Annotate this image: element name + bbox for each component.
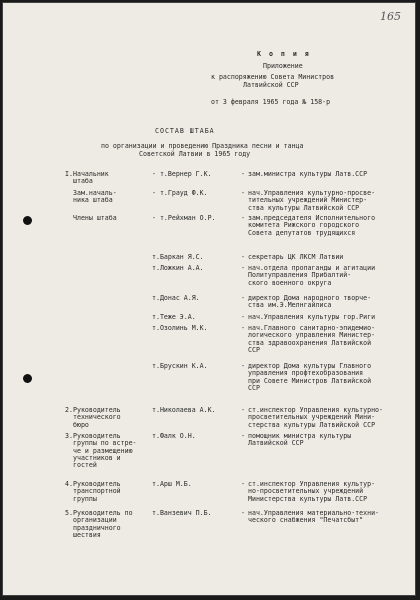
order-line-2: Латвийской ССР bbox=[243, 81, 299, 89]
row-role: Руководитель транспортной группы bbox=[73, 480, 121, 503]
row-position: нач.отдела пропаганды и агитации Политуправления Прибалтий- ского военного округа bbox=[248, 264, 376, 287]
row-name: т.Фалк О.Н. bbox=[152, 432, 196, 440]
page-number: 165 bbox=[380, 10, 401, 23]
row-position: ст.инспектор Управления культур- но-просветительных учреждений Министерства культуры Латв.ССР bbox=[248, 480, 376, 503]
row-role: Зам.началь- ника штаба bbox=[73, 189, 117, 205]
row-number: 3. bbox=[65, 432, 73, 440]
order-date: от 3 февраля 1965 года № 158-р bbox=[211, 98, 331, 106]
punch-hole-bottom bbox=[23, 374, 32, 383]
row-position: зам.министра культуры Латв.ССР bbox=[248, 170, 368, 178]
row-dash: - bbox=[241, 324, 245, 332]
row-name: т.Николаева А.К. bbox=[152, 406, 216, 414]
row-position: секретарь ЦК ЛКСМ Латвии bbox=[248, 253, 344, 261]
row-position: нач.Управления культуры гор.Риги bbox=[248, 313, 376, 321]
row-dash: - bbox=[241, 170, 245, 178]
row-dash: - bbox=[241, 264, 245, 272]
row-name: т.Брускин К.А. bbox=[152, 362, 208, 370]
row-number: 2. bbox=[65, 406, 73, 414]
punch-hole-top bbox=[23, 216, 32, 225]
row-name: - т.Вернер Г.К. bbox=[152, 170, 212, 178]
row-role: Члены штаба bbox=[73, 214, 117, 222]
row-position: нач.Главного санитарно-эпидемио- логического управления Министер- ства здравоохранения Латвийской ССР bbox=[248, 324, 376, 354]
row-role: Руководитель группы по встре- че и размещению участников и гостей bbox=[73, 432, 137, 470]
row-position: директор Дома народного творче- ства им.Э.Мелнгайлиса bbox=[248, 294, 372, 310]
row-dash: - bbox=[241, 362, 245, 370]
row-name: т.Ванзевич П.Б. bbox=[152, 509, 212, 517]
row-dash: - bbox=[241, 189, 245, 197]
row-position: зам.председателя Исполнительного комитета Рижского городского Совета депутатов трудящихся bbox=[248, 214, 376, 237]
row-role: Начальник штаба bbox=[73, 170, 109, 186]
document-page bbox=[2, 2, 416, 596]
doc-subtitle-2: Советской Латвии в 1965 году bbox=[139, 150, 251, 158]
row-position: помощник министра культуры Латвийской ССР bbox=[248, 432, 352, 448]
row-dash: - bbox=[241, 509, 245, 517]
row-number: I. bbox=[65, 170, 73, 178]
row-dash: - bbox=[241, 313, 245, 321]
row-name: т.Баркан Я.С. bbox=[152, 253, 204, 261]
doc-subtitle-1: по организации и проведению Праздника песни и танца bbox=[101, 142, 304, 150]
row-name: - т.Грауд Ф.К. bbox=[152, 189, 208, 197]
row-name: т.Ложкин А.А. bbox=[152, 264, 204, 272]
row-name: т.Озолинь М.К. bbox=[152, 324, 208, 332]
row-dash: - bbox=[241, 480, 245, 488]
doc-title: СОСТАВ ШТАБА bbox=[155, 127, 215, 135]
row-dash: - bbox=[241, 294, 245, 302]
appendix-label: Приложение bbox=[263, 62, 303, 70]
row-dash: - bbox=[241, 253, 245, 261]
row-number: 4. bbox=[65, 480, 73, 488]
row-number: 5. bbox=[65, 509, 73, 517]
row-position: директор Дома культуры Главного управления профтехобразования при Совете Министров Латвийской ССР bbox=[248, 362, 372, 392]
row-role: Руководитель технического бюро bbox=[73, 406, 121, 429]
row-position: ст.инспектор Управления культурно- просветительных учреждений Мини- стерства культуры Латвийской ССР bbox=[248, 406, 383, 429]
row-name: т.Теже Э.А. bbox=[152, 313, 196, 321]
order-line-1: к распоряжению Совета Министров bbox=[211, 73, 335, 81]
row-name: т.Донас А.Я. bbox=[152, 294, 200, 302]
row-name: т.Арш М.Б. bbox=[152, 480, 192, 488]
row-role: Руководитель по организации праздничного шествия bbox=[73, 509, 133, 539]
row-dash: - bbox=[241, 406, 245, 414]
row-position: нач.Управления материально-техни- ческого снабжения "Печатсбыт" bbox=[248, 509, 380, 525]
copy-mark: К о п и я bbox=[257, 50, 311, 58]
row-position: нач.Управления культурно-просве- тительных учреждений Министер- ства культуры Латвийской ССР bbox=[248, 189, 376, 212]
row-dash: - bbox=[241, 432, 245, 440]
row-name: - т.Рейхман О.Р. bbox=[152, 214, 216, 222]
row-dash: - bbox=[241, 214, 245, 222]
